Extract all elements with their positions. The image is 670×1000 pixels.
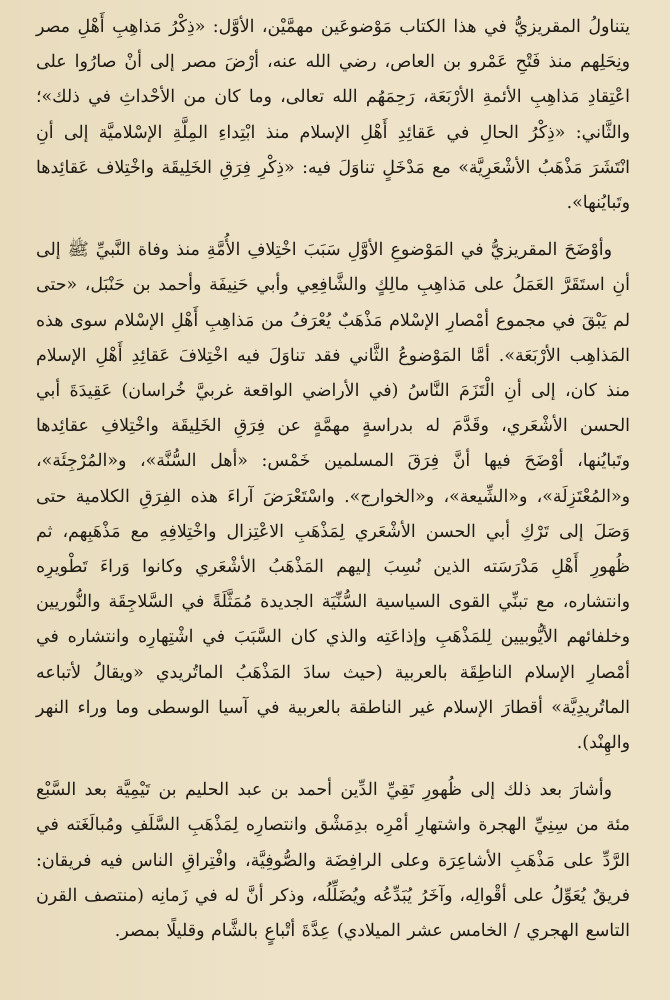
page-body — [36, 10, 630, 949]
paragraph-2: وأوْضَحَ المقريزيُّ في المَوْضوعِ الأوَّلِ سَبَبَ اخْتِلافِ الأُمَّةِ منذ وفاة النَّبيِّ ﷺ إلى أنِ استَقَرَّ العَمَلُ على مَذاهِبِ مالِكٍ والشَّافِعِي وأبي حَنِيفَة وأحمد بن حَنْبَل، «حتى لم يَبْقَ في مجموع أمْصارِ الإسْلام مَذْهَبٌ يُعْرَفُ من مَذاهِبِ أَهْلِ الإسْلام سوى هذه المَذاهِب الأرْبَعَة». أمَّا المَوْضوعُ الثَّاني فقد تناوَلَ فيه اخْتِلافَ عَقائِدِ أَهْلِ الإسلام منذ كان، إلى أنِ الْتَزَمَ النَّاسُ (في الأراضي الواقعة غربيَّ خُراسان) عَقِيدَةَ أبي الحسن الأشْعَري، وقَدَّمَ له بدراسةٍ مهمَّةٍ عن فِرَقِ الخَلِيقَة واخْتِلافِ عقائِدها وتَبايُنها، أوْضَحَ فيها أنَّ فِرَقَ المسلمين خَمْس: «أهل السُّنَّة»، و«المُرْجِئَة»، و«المُعْتَزِلَة»، و«الشِّيعة»، و«الخوارج». واسْتَعْرَضَ آراءَ هذه الفِرَقِ الكلامية حتى وَصَلَ إلى تَرْكِ أبي الحسن الأشْعَري لِمَذْهَبِ الاعْتِزال واخْتِلافِهِ مع مَذْهَبِهم، ثم ظُهورِ أَهْلِ مَدْرَسَته الذين نُسِبَ إليهم المَذْهَبُ الأشْعَري وكانوا وَراءَ تَطْويرِه وانتشاره، مع تبنِّي القوى السياسية السُّنِّيَة الجديدة مُمَثَّلَةً في السَّلاجِقَة والنُّوريين وخلفائهم الأيُّوبيين لِلمَذْهَبِ وإذاعَتِه والذي كان السَّبَبَ في اشْتِهارِه وانتشاره في أمْصارِ الإسلام الناطِقَة بالعربية (حيث سادَ المَذْهَبُ الماتُريدي «ويقالُ لأتباعه الماتُريدِيَّة» أقطارَ الإسلام غير الناطقة بالعربية في آسيا الوسطى وما وراء النهر والهِنْد). — [36, 240, 630, 754]
paragraph-3: وأشارَ بعد ذلك إلى ظُهورِ تَقِيِّ الدِّين أحمد بن عبد الحليم بن تَيْمِيَّة بعد السَّبْع مئة من سِنِيِّ الهجرة واشتهارِ أمْرِه بدِمَشْق وانتصارِه لِمَذْهَبِ السَّلَفِ ومُبالَغَته في الرَّدِّ على مَذْهَبِ الأشاعِرَة وعلى الرافِضَة والصُّوفِيَّة، وافْتِراقِ الناس فيه فريقان: فريقٌ يُعَوِّلُ على أقْوالِه، وآخَرُ يُبَدِّعُه ويُضَلِّلُه، وذكر أنَّ له في زَمانِه (منتصف القرن التاسع الهجري / الخامس عشر الميلادي) عِدَّةَ أتْباعٍ بالشَّام وقليلًا بمصر. — [36, 780, 630, 942]
paragraph-1: يتناولُ المقريزيُّ في هذا الكتاب مَوْضوعَين مهمَّيْن، الأوَّل: «ذِكْرُ مَذاهِبِ أَهْلِ مصر ونِحَلِهم منذ فَتْحِ عَمْرو بن العاص، رضي الله عنه، أرْضَ مصر إلى أنْ صارُوا على اعْتِقادِ مَذاهِبِ الأئمةِ الأرْبَعَة، رَحِمَهُم الله تعالى، وما كان من الأحْداثِ في ذلك»؛ والثَّاني: «ذِكْرُ الحالِ في عَقائِدِ أَهْلِ الإسلام منذ ابْتِداءِ المِلَّةِ الإسْلاميَّة إلى أنِ انْتَشَرَ مَذْهَبُ الأشْعَرِيَّة» مع مَدْخَلٍ تناوَلَ فيه: «ذِكْرِ فِرَقِ الخَلِيقَة واخْتِلاف عَقائِدها وتَبايُنها». — [36, 17, 630, 214]
